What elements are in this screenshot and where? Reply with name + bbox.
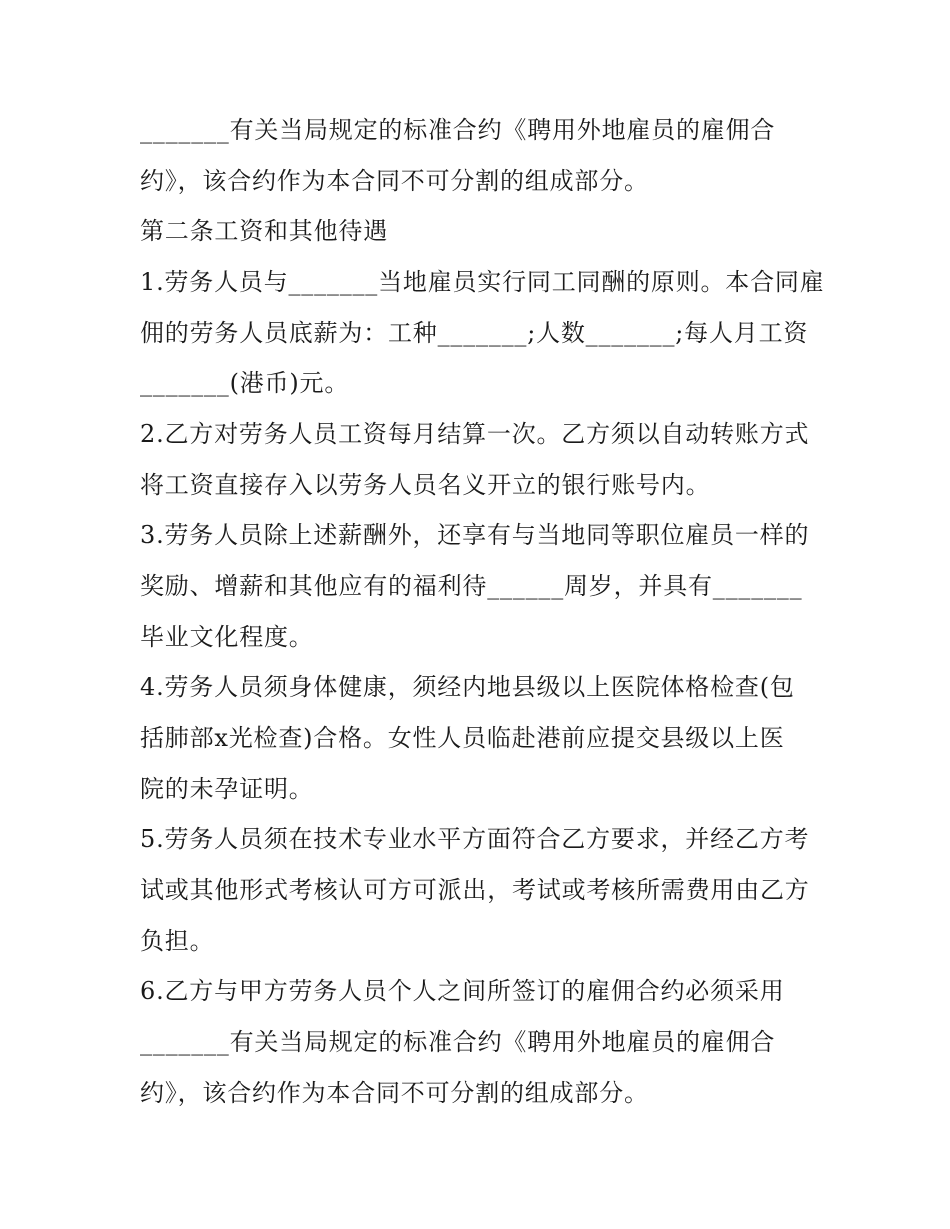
text-line: 将工资直接存入以劳务人员名义开立的银行账号内。 xyxy=(140,471,711,499)
text-line: 毕业文化程度。 xyxy=(140,623,314,651)
text-line: 试或其他形式考核认可方可派出，考试或考核所需费用由乙方 xyxy=(140,876,810,904)
text-line: _______有关当局规定的标准合约《聘用外地雇员的雇佣合 xyxy=(140,1028,776,1056)
text-line: 约》，该合约作为本合同不可分割的组成部分。 xyxy=(140,167,649,195)
text-line: 括肺部x光检查)合格。女性人员临赴港前应提交县级以上医 xyxy=(140,724,785,752)
text-line: 负担。 xyxy=(140,927,215,955)
text-line: 4.劳务人员须身体健康，须经内地县级以上医院体格检查(包 xyxy=(140,673,795,701)
text-line: 5.劳务人员须在技术专业水平方面符合乙方要求，并经乙方考 xyxy=(140,825,810,853)
text-line: 6.乙方与甲方劳务人员个人之间所签订的雇佣合约必须采用 xyxy=(140,977,785,1005)
text-line: 奖励、增薪和其他应有的福利待______周岁，并具有_______ xyxy=(140,572,803,600)
text-line: 约》，该合约作为本合同不可分割的组成部分。 xyxy=(140,1079,649,1107)
text-line: 佣的劳务人员底薪为：工种_______;人数_______;每人月工资 xyxy=(140,319,809,347)
section-heading: 第二条工资和其他待遇 xyxy=(140,217,388,245)
text-line: _______(港币)元。 xyxy=(140,369,350,397)
text-line: 1.劳务人员与_______当地雇员实行同工同酬的原则。本合同雇 xyxy=(140,268,825,296)
text-line: 院的未孕证明。 xyxy=(140,775,314,803)
text-line: _______有关当局规定的标准合约《聘用外地雇员的雇佣合 xyxy=(140,116,776,144)
text-line: 2.乙方对劳务人员工资每月结算一次。乙方须以自动转账方式 xyxy=(140,420,810,448)
text-line: 3.劳务人员除上述薪酬外，还享有与当地同等职位雇员一样的 xyxy=(140,521,810,549)
